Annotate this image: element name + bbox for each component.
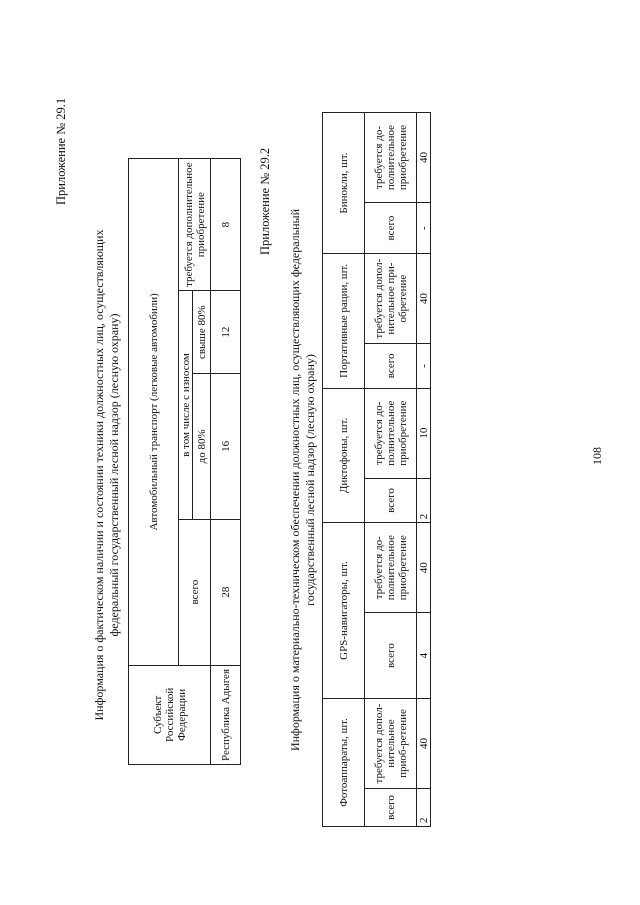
page-number: 108 — [590, 447, 604, 465]
cell-over80: 12 — [211, 291, 241, 374]
photo-total: 2 — [417, 789, 431, 827]
annex2-label: Приложение № 29.2 — [258, 147, 272, 255]
header-wear: в том числе с износом — [179, 291, 193, 519]
dictaphone-req: 10 — [417, 388, 431, 478]
cell-upto80: 16 — [211, 374, 241, 520]
header-subject: Субъект Российской Федерации — [129, 665, 211, 764]
dictaphone-total-label: всего — [365, 478, 417, 522]
group-dictaphone: Диктофоны, шт. — [323, 388, 365, 523]
cell-subject: Республика Адыгея — [211, 665, 241, 764]
binocular-total: - — [417, 203, 431, 254]
binocular-total-label: всего — [365, 203, 417, 254]
header-upto80: до 80% — [193, 374, 211, 520]
header-total: всего — [179, 519, 211, 665]
cell-required: 8 — [211, 159, 241, 291]
group-gps: GPS-навигаторы, шт. — [323, 523, 365, 699]
equipment-supply-table — [322, 112, 431, 827]
header-required: требуется дополнительное приобретение — [179, 159, 211, 291]
photo-req: 40 — [417, 698, 431, 788]
group-binocular: Бинокли, шт. — [323, 113, 365, 254]
equipment-table — [128, 158, 241, 765]
radio-total: - — [417, 344, 431, 388]
gps-req-label: требуется до-полнительное приобретение — [365, 523, 417, 613]
annex1-title: Информация о фактическом наличии и состоянии техники должностных лиц, осуществляющих федеральный государственный лесной надзор (лесную охрану) — [92, 229, 121, 721]
cell-total: 28 — [211, 519, 241, 665]
gps-total-label: всего — [365, 613, 417, 699]
gps-total: 4 — [417, 613, 431, 699]
binocular-req: 40 — [417, 113, 431, 203]
table-row — [417, 113, 431, 827]
dictaphone-req-label: требуется до-полнительное приобретение — [365, 388, 417, 478]
photo-total-label: всего — [365, 789, 417, 827]
table-row — [211, 159, 241, 765]
radio-total-label: всего — [365, 344, 417, 388]
gps-req: 40 — [417, 523, 431, 613]
radio-req: 40 — [417, 254, 431, 344]
annex2-title: Информация о материально-техническом обеспечении должностных лиц, осуществляющих федеральный государственный лесной надзор (лесную охрану) — [288, 208, 317, 752]
photo-req-label: требуется допол-нительное приоб-ретение — [365, 698, 417, 788]
header-vehicle-group: Автомобильный транспорт (легковые автомобили) — [129, 159, 179, 666]
dictaphone-total: 2 — [417, 478, 431, 522]
group-photo: Фотоаппараты, шт. — [323, 698, 365, 826]
group-radio: Портативные рации, шт. — [323, 254, 365, 389]
annex1-label: Приложение № 29.1 — [54, 97, 68, 205]
radio-req-label: требуется допол-нительное при-обретение — [365, 254, 417, 344]
binocular-req-label: требуется до-полнительное приобретение — [365, 113, 417, 203]
header-over80: свыше 80% — [193, 291, 211, 374]
